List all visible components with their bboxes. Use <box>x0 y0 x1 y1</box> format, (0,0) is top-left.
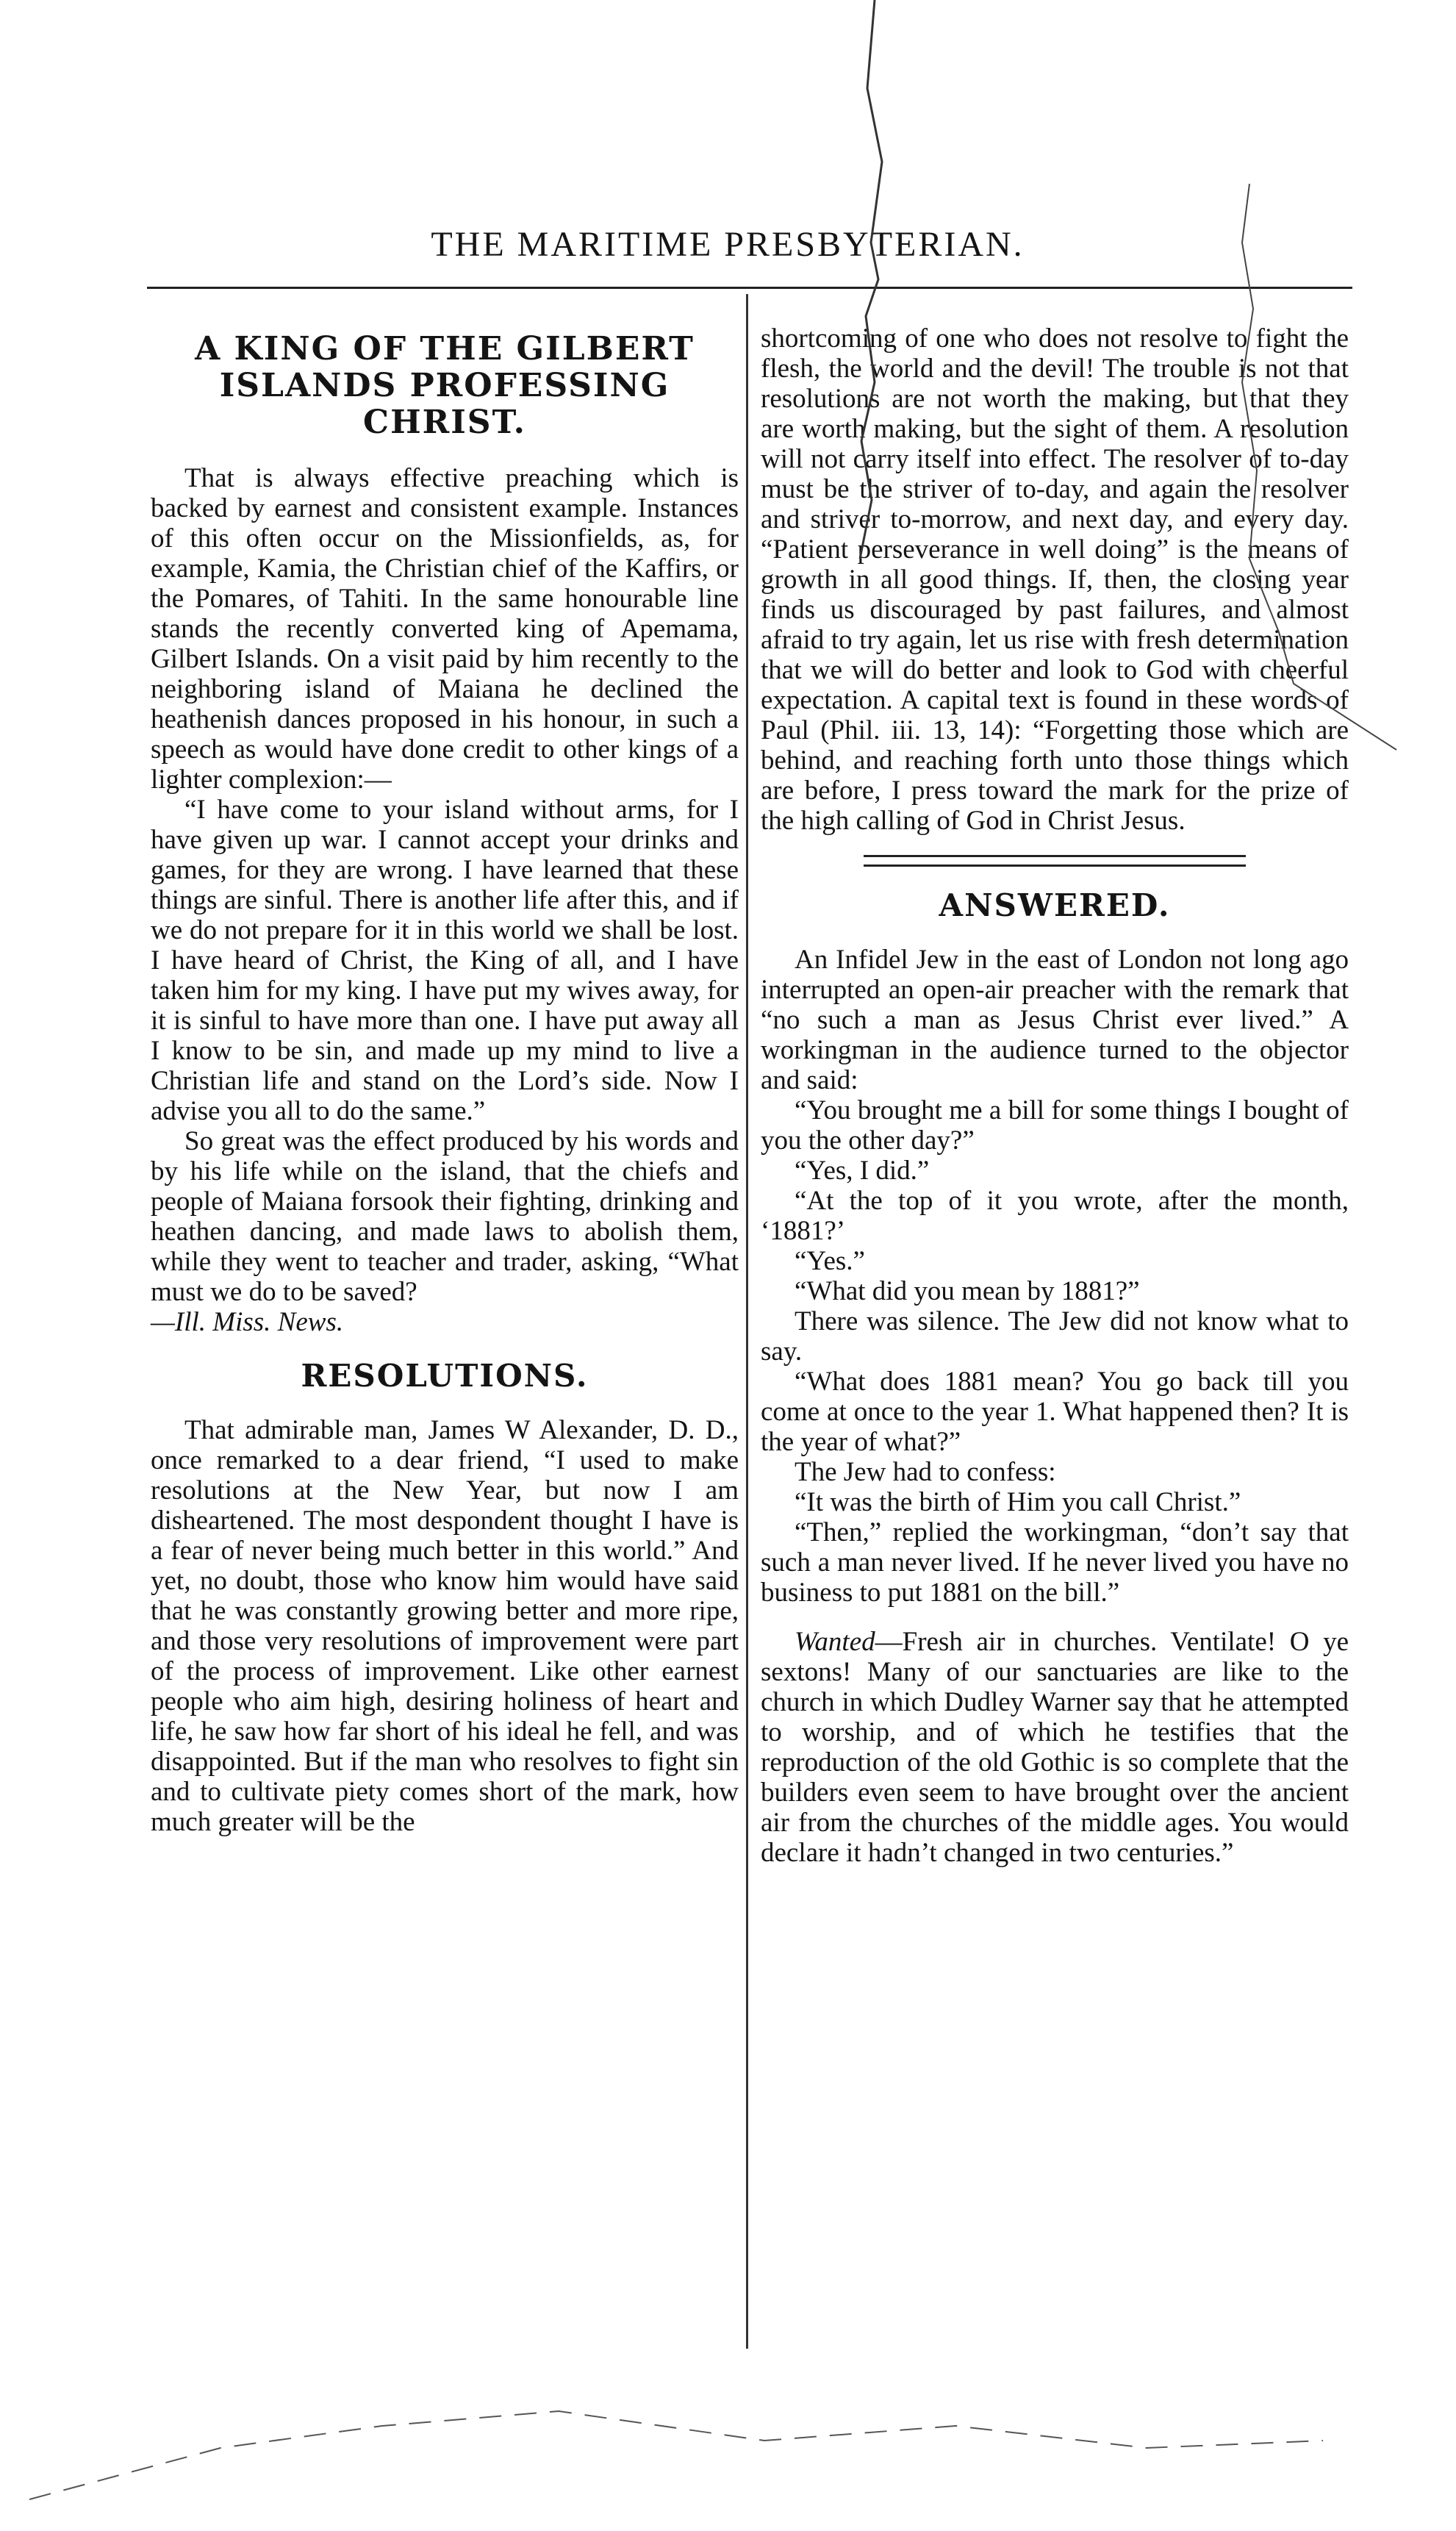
masthead-title: THE MARITIME PRESBYTERIAN. <box>431 225 1025 264</box>
dialogue-line: “It was the birth of Him you call Christ.” <box>795 1487 1241 1517</box>
dialogue-line: The Jew had to confess: <box>795 1457 1056 1487</box>
article-paragraph-continued: shortcoming of one who does not resolve to fight the flesh, the world and the devil! The trouble is not that resolutions are not worth the making, but that they are worth making, but the sight of them. A resolution will not carry itself into effect. The resolver of to-day must be the striver of to-day, and again the resolver and striver to-morrow, and next day, and every day. “Patient perseverance in well doing” is the means of growth in all good things. If, then, the closing year finds us discouraged by past failures, and almost afraid to try again, let us rise with fresh determination that we will do better and look to God with cheerful expectation. A capital text is found in these words of Paul (Phil. iii. 13, 14): “Forgetting those which are behind, and reaching forth unto those things which are before, I press toward the mark for the prize of the high calling of God in Christ Jesus. <box>761 323 1349 836</box>
article-title-gilbert: A KING OF THE GILBERT ISLANDS PROFESSING CHRIST. <box>195 330 695 441</box>
dialogue-line: “You brought me a bill for some things I bought of you the other day?” <box>761 1095 1349 1156</box>
article-title-resolutions: RESOLUTIONS. <box>301 1358 589 1394</box>
dialogue-line: “What does 1881 mean? You go back till you come at once to the year 1. What happened then? It is the year of what?” <box>761 1367 1349 1457</box>
dialogue-line: “What did you mean by 1881?” <box>795 1276 1140 1306</box>
article-quote: “I have come to your island without arms, for I have given up war. I cannot accept your drinks and games, for they are wrong. I have learned that these things are sinful. There is another life after this, and if we do not prepare for it in this world we shall be lost. I have heard of Christ, the King of all, and I have taken him for my king. I have put my wives away, for it is sinful to have more than one. I have put away all I know to be sin, and made up my mind to live a Christian life and stand on the Lord’s side. Now I advise you all to do the same.” <box>151 795 739 1126</box>
article-paragraph: That is always effective preaching which is backed by earnest and consistent example. Instances of this often occur on the Missionfields, as, for example, Kamia, the Christian chief of the Kaffirs, or the Pomares, of Tahiti. In the same honourable line stands the recently converted king of Apemama, Gilbert Islands. On a visit paid by him recently to the neighboring island of Maiana he declined the heathenish dances proposed in his honour, in such a speech as would have done credit to other kings of a lighter complexion:— <box>151 463 739 795</box>
wanted-lead: Wanted <box>795 1627 875 1657</box>
article-paragraph: That admirable man, James W Alexander, D. D., once remarked to a dear friend, “I used to make resolutions at the New Year, but now I am disheartened. The most despondent thought I have is a fear of never being much better in this world.” And yet, no doubt, those who know him would have said that he was constantly growing better and more ripe, and those very resolutions of improvement were part of the process of improvement. Like other earnest people who aim high, desiring holiness of heart and life, he saw how far short of his ideal he fell, and was disappointed. But if the man who resolves to fight sin and to cultivate piety comes short of the mark, how much greater will be the <box>151 1415 739 1837</box>
dialogue-line: “Yes.” <box>795 1246 865 1276</box>
dialogue-line: “Yes, I did.” <box>795 1156 930 1186</box>
dialogue-line: There was silence. The Jew did not know what to say. <box>761 1306 1349 1367</box>
dialogue-line: “Then,” replied the workingman, “don’t say that such a man never lived. If he never lived you have no business to put 1881 on the bill.” <box>761 1517 1349 1608</box>
dialogue-line: “At the top of it you wrote, after the month, ‘1881?’ <box>761 1186 1349 1246</box>
wanted-text: —Fresh air in churches. Ventilate! O ye sextons! Many of our sanctuaries are like to the church in which Dudley Warner say that he attempted to worship, and of which he testifies that the reproduction of the old Gothic is so complete that the builders even seem to have brought over the ancient air from the churches of the middle ages. You would declare it hadn’t changed in two centuries.” <box>761 1627 1349 1868</box>
article-source: —Ill. Miss. News. <box>151 1307 344 1337</box>
article-title-answered: ANSWERED. <box>939 887 1171 923</box>
article-paragraph: So great was the effect produced by his words and by his life while on the island, that the chiefs and people of Maiana forsook their fighting, drinking and heathen dancing, and made laws to abolish them, while they went to teacher and trader, asking, “What must we do to be saved? <box>151 1126 739 1307</box>
article-paragraph: An Infidel Jew in the east of London not long ago interrupted an open-air preacher with the remark that “no such a man as Jesus Christ ever lived.” A workingman in the audience turned to the objector and said: <box>761 945 1349 1095</box>
